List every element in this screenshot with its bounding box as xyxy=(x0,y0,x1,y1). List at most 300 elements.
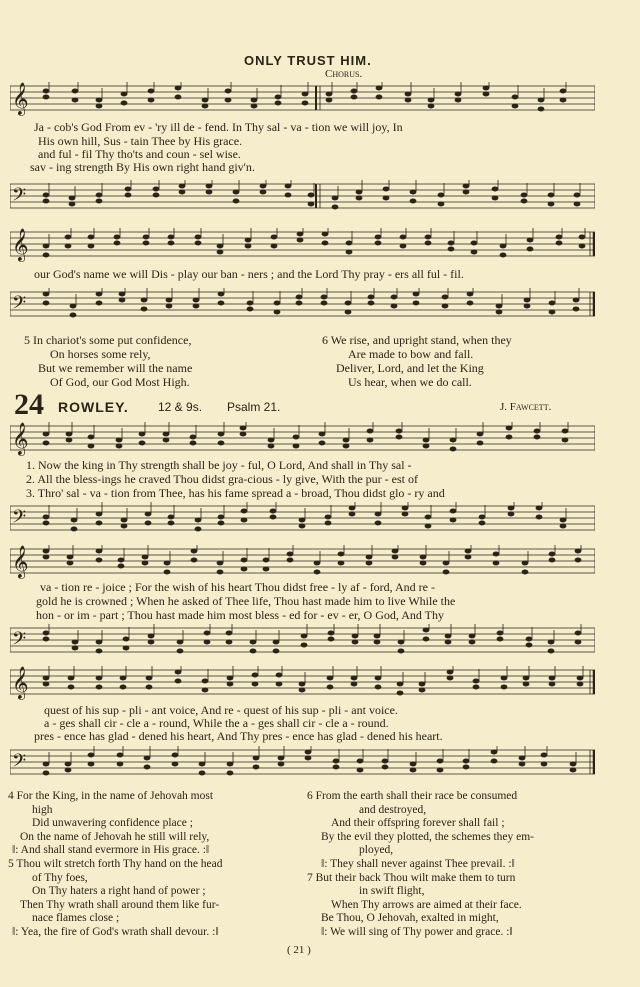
note-head xyxy=(579,244,586,249)
note-head xyxy=(179,190,186,195)
note-head xyxy=(168,235,175,240)
note-head xyxy=(448,241,455,246)
note-head xyxy=(270,509,277,514)
note-head xyxy=(144,765,151,770)
note-head xyxy=(367,429,374,434)
hymn-composer: J. Fawcett. xyxy=(500,401,552,413)
note-head xyxy=(175,679,182,684)
note-head xyxy=(250,649,257,654)
song2-system1-treble-staff xyxy=(10,422,595,458)
note-head xyxy=(438,202,445,207)
note-head xyxy=(217,570,224,575)
verse-line: and destroyed, xyxy=(359,803,427,816)
note-head xyxy=(276,673,283,678)
note-head xyxy=(148,89,155,94)
note-head xyxy=(66,438,73,443)
note-head xyxy=(410,762,417,767)
note-head xyxy=(556,241,563,246)
note-head xyxy=(88,753,95,758)
note-head xyxy=(392,549,399,554)
note-head xyxy=(325,521,332,526)
note-head xyxy=(376,95,383,100)
note-head xyxy=(512,104,519,109)
note-head xyxy=(285,184,292,189)
note-head xyxy=(144,756,151,761)
note-head xyxy=(195,235,202,240)
note-head xyxy=(251,104,258,109)
note-head xyxy=(241,509,248,514)
note-head xyxy=(405,98,412,103)
note-head xyxy=(175,86,182,91)
note-group xyxy=(43,82,567,112)
note-head xyxy=(43,762,50,767)
note-head xyxy=(501,685,508,690)
note-head xyxy=(368,295,375,300)
note-head xyxy=(575,549,582,554)
note-head xyxy=(241,558,248,563)
note-head xyxy=(68,676,75,681)
note-head xyxy=(479,515,486,520)
note-head xyxy=(153,193,160,198)
note-head xyxy=(425,235,432,240)
note-head xyxy=(218,292,225,297)
note-head xyxy=(296,301,303,306)
verse-line: of Thy foes, xyxy=(32,871,88,884)
note-head xyxy=(278,756,285,761)
note-head xyxy=(139,441,146,446)
note-head xyxy=(579,235,586,240)
note-head xyxy=(521,193,528,198)
note-head xyxy=(43,89,50,94)
svg-text:𝄞: 𝄞 xyxy=(12,424,29,455)
note-head xyxy=(88,435,95,440)
note-head xyxy=(296,295,303,300)
note-head xyxy=(253,756,260,761)
note-head xyxy=(428,98,435,103)
note-head xyxy=(351,89,358,94)
hymn-title: ROWLEY. xyxy=(58,399,129,415)
note-head xyxy=(263,567,270,572)
note-head xyxy=(191,558,198,563)
verse-line: 6 We rise, and upright stand, when they xyxy=(322,333,512,347)
note-head xyxy=(465,555,472,560)
note-head xyxy=(402,506,409,511)
note-head xyxy=(445,634,452,639)
note-head xyxy=(428,104,435,109)
song2-system1-bass-staff xyxy=(10,502,595,538)
note-head xyxy=(375,241,382,246)
note-head xyxy=(445,640,452,645)
note-head xyxy=(43,199,50,204)
note-head xyxy=(233,199,240,204)
verse-line: 5 Thou wilt stretch forth Thy hand on the head xyxy=(8,857,223,870)
note-head xyxy=(549,558,556,563)
note-head xyxy=(420,555,427,560)
note-group xyxy=(43,228,586,258)
verse-line: ployed, xyxy=(359,844,394,857)
note-head xyxy=(497,631,504,636)
note-head xyxy=(463,759,470,764)
note-head xyxy=(260,190,267,195)
note-head xyxy=(500,244,507,249)
note-head xyxy=(343,438,350,443)
note-head xyxy=(69,196,76,201)
note-head xyxy=(534,435,541,440)
note-head xyxy=(526,643,533,648)
note-head xyxy=(469,634,476,639)
note-head xyxy=(357,768,364,773)
note-head xyxy=(442,304,449,309)
note-head xyxy=(560,518,567,523)
note-head xyxy=(322,232,329,237)
note-head xyxy=(376,86,383,91)
song1-system2-bass-staff xyxy=(10,288,595,324)
note-head xyxy=(497,637,504,642)
note-head xyxy=(375,521,382,526)
note-head xyxy=(163,438,170,443)
note-head xyxy=(575,640,582,645)
song1-lyric-line-5: our God's name we will Dis - play our ban - ners ; and the Lord Thy pray - ers all ful - fil. xyxy=(34,267,464,281)
note-head xyxy=(413,292,420,297)
note-head xyxy=(492,187,499,192)
note-head xyxy=(352,640,359,645)
note-head xyxy=(398,640,405,645)
note-head xyxy=(96,512,103,517)
note-head xyxy=(71,518,78,523)
note-head xyxy=(121,92,128,97)
note-head xyxy=(570,762,577,767)
note-head xyxy=(168,515,175,520)
note-head xyxy=(538,107,545,112)
note-head xyxy=(351,682,358,687)
note-head xyxy=(202,688,209,693)
note-head xyxy=(541,753,548,758)
note-head xyxy=(450,518,457,523)
note-head xyxy=(410,190,417,195)
note-head xyxy=(491,759,498,764)
note-head xyxy=(43,549,50,554)
hymn-psalm: Psalm 21. xyxy=(227,400,281,414)
page-number: ( 21 ) xyxy=(287,944,311,956)
note-head xyxy=(346,241,353,246)
note-head xyxy=(43,253,50,258)
note-head xyxy=(548,640,555,645)
note-head xyxy=(473,685,480,690)
svg-text:𝄢: 𝄢 xyxy=(12,750,27,775)
song2-system2-bass-staff xyxy=(10,624,595,660)
note-head xyxy=(195,518,202,523)
note-head xyxy=(120,685,127,690)
note-head xyxy=(534,429,541,434)
note-group xyxy=(43,180,581,210)
note-head xyxy=(233,190,240,195)
note-head xyxy=(423,628,430,633)
note-head xyxy=(271,235,278,240)
note-head xyxy=(43,637,50,642)
note-head xyxy=(521,199,528,204)
note-head xyxy=(450,447,457,452)
note-head xyxy=(483,92,490,97)
note-head xyxy=(305,756,312,761)
note-head xyxy=(116,444,123,449)
note-head xyxy=(522,561,529,566)
song2-lyric-s3-v1: quest of his sup - pli - ant voice, And re - quest of his sup - pli - ant voice. xyxy=(44,703,398,717)
note-head xyxy=(356,190,363,195)
note-head xyxy=(450,438,457,443)
note-head xyxy=(96,521,103,526)
note-head xyxy=(143,241,150,246)
song2-lyric-s1-v2: 2. All the bless-ings he craved Thou didst gra-cious - ly give, With the pur - est of xyxy=(26,472,418,486)
note-head xyxy=(383,196,390,201)
note-head xyxy=(141,307,148,312)
note-head xyxy=(375,685,382,690)
note-head xyxy=(43,515,50,520)
note-head xyxy=(172,762,179,767)
note-head xyxy=(225,98,232,103)
note-head xyxy=(121,518,128,523)
note-head xyxy=(519,762,526,767)
note-head xyxy=(226,631,233,636)
note-head xyxy=(549,301,556,306)
note-head xyxy=(299,524,306,529)
song2-lyric-s1-v1: 1. Now the king in Thy strength shall be joy - ful, O Lord, And shall in Thy sal - xyxy=(26,458,412,472)
note-head xyxy=(492,196,499,201)
note-head xyxy=(573,298,580,303)
note-head xyxy=(349,506,356,511)
note-head xyxy=(575,631,582,636)
note-head xyxy=(397,691,404,696)
note-head xyxy=(314,561,321,566)
note-head xyxy=(68,685,75,690)
svg-text:𝄢: 𝄢 xyxy=(12,628,27,653)
note-head xyxy=(308,193,315,198)
song2-verse-right xyxy=(307,790,534,940)
note-head xyxy=(168,521,175,526)
note-head xyxy=(251,98,258,103)
note-head xyxy=(491,750,498,755)
note-head xyxy=(519,756,526,761)
note-head xyxy=(523,682,530,687)
song2-verse-left xyxy=(8,790,223,940)
note-head xyxy=(96,649,103,654)
note-head xyxy=(465,549,472,554)
verse-line: When Thy arrows are aimed at their face. xyxy=(331,898,522,911)
note-head xyxy=(119,292,126,297)
note-head xyxy=(148,98,155,103)
note-head xyxy=(118,558,125,563)
note-head xyxy=(65,768,72,773)
note-head xyxy=(328,631,335,636)
note-head xyxy=(437,759,444,764)
note-head xyxy=(423,438,430,443)
note-head xyxy=(166,298,173,303)
note-head xyxy=(500,253,507,258)
note-head xyxy=(241,567,248,572)
note-group xyxy=(43,422,569,452)
note-head xyxy=(125,187,132,192)
svg-text:𝄞: 𝄞 xyxy=(12,668,29,699)
note-head xyxy=(508,506,515,511)
note-head xyxy=(65,762,72,767)
note-head xyxy=(493,561,500,566)
verse-line: 6 From the earth shall their race be consumed xyxy=(307,790,518,802)
note-head xyxy=(314,570,321,575)
note-head xyxy=(398,649,405,654)
note-head xyxy=(225,89,232,94)
note-head xyxy=(260,184,267,189)
note-head xyxy=(477,441,484,446)
note-head xyxy=(96,676,103,681)
note-head xyxy=(43,244,50,249)
verse-line: high xyxy=(32,803,53,816)
note-head xyxy=(118,564,125,569)
note-head xyxy=(274,310,281,315)
note-head xyxy=(420,561,427,566)
note-head xyxy=(538,98,545,103)
svg-text:𝄞: 𝄞 xyxy=(12,230,29,261)
song2-lyric-s3-v2: a - ges shall cir - cle a - round, While the a - ges shall cir - cle a - round. xyxy=(44,716,389,730)
note-head xyxy=(375,676,382,681)
song1-system1-bass-staff xyxy=(10,180,595,216)
note-head xyxy=(202,98,209,103)
note-head xyxy=(247,301,254,306)
note-head xyxy=(175,670,182,675)
verse-line: ‖: They shall never against Thee prevail. :‖ xyxy=(321,857,515,870)
note-head xyxy=(96,98,103,103)
verse-line: Be Thou, O Jehovah, exalted in might, xyxy=(321,912,499,925)
note-head xyxy=(392,555,399,560)
note-head xyxy=(391,304,398,309)
note-head xyxy=(402,512,409,517)
note-head xyxy=(117,762,124,767)
verse-line: On Thy haters a right hand of power ; xyxy=(32,885,206,898)
note-head xyxy=(332,205,339,210)
note-head xyxy=(548,193,555,198)
note-head xyxy=(120,676,127,681)
note-head xyxy=(447,670,454,675)
note-head xyxy=(556,235,563,240)
note-head xyxy=(524,304,531,309)
note-head xyxy=(327,676,334,681)
note-head xyxy=(382,765,389,770)
note-head xyxy=(43,301,50,306)
verse-line: Of God, our God Most High. xyxy=(50,375,190,389)
note-head xyxy=(374,634,381,639)
note-head xyxy=(88,444,95,449)
verse-line: in swift flight, xyxy=(359,885,425,898)
note-head xyxy=(419,688,426,693)
note-head xyxy=(66,432,73,437)
note-head xyxy=(526,637,533,642)
svg-text:𝄞: 𝄞 xyxy=(12,84,29,115)
note-head xyxy=(338,552,345,557)
note-head xyxy=(177,640,184,645)
note-head xyxy=(560,524,567,529)
note-head xyxy=(218,521,225,526)
note-head xyxy=(574,193,581,198)
note-head xyxy=(405,92,412,97)
note-head xyxy=(570,768,577,773)
note-head xyxy=(43,676,50,681)
note-head xyxy=(172,753,179,758)
note-head xyxy=(443,561,450,566)
note-head xyxy=(227,762,234,767)
note-head xyxy=(142,555,149,560)
note-head xyxy=(193,298,200,303)
note-head xyxy=(146,685,153,690)
song1-verse-left xyxy=(24,333,192,389)
note-head xyxy=(375,512,382,517)
song1-lyric-line-1: Ja - cob's God From ev - 'ry ill de - fend. In Thy sal - va - tion we will joy, In xyxy=(34,120,403,134)
song1-system1-treble-staff xyxy=(10,82,595,118)
note-head xyxy=(168,241,175,246)
note-head xyxy=(43,432,50,437)
note-head xyxy=(382,759,389,764)
svg-text:𝄢: 𝄢 xyxy=(12,184,27,209)
note-head xyxy=(400,244,407,249)
note-head xyxy=(321,301,328,306)
note-head xyxy=(297,232,304,237)
note-head xyxy=(202,104,209,109)
note-head xyxy=(217,561,224,566)
note-head xyxy=(527,238,534,243)
note-head xyxy=(549,676,556,681)
note-head xyxy=(88,235,95,240)
note-head xyxy=(145,512,152,517)
verse-line: And their offspring forever shall fail ; xyxy=(331,817,505,830)
note-head xyxy=(396,429,403,434)
note-head xyxy=(123,646,130,651)
note-head xyxy=(574,202,581,207)
song1-system2-treble-staff xyxy=(10,228,595,264)
note-head xyxy=(524,298,531,303)
note-head xyxy=(164,561,171,566)
note-group xyxy=(43,624,582,654)
note-head xyxy=(125,193,132,198)
note-head xyxy=(71,527,78,532)
note-head xyxy=(190,435,197,440)
note-head xyxy=(218,301,225,306)
note-head xyxy=(217,250,224,255)
note-head xyxy=(43,682,50,687)
song1-lyric-line-3: and ful - fil Thy tho'ts and coun - sel wise. xyxy=(38,147,241,161)
note-head xyxy=(227,676,234,681)
note-head xyxy=(72,646,79,651)
note-head xyxy=(43,95,50,100)
song2-lyric-s3-v3: pres - ence has glad - dened his heart, And Thy pres - ence has glad - dened his heart. xyxy=(34,729,443,743)
note-head xyxy=(252,673,259,678)
note-head xyxy=(190,441,197,446)
note-head xyxy=(142,561,149,566)
note-head xyxy=(268,444,275,449)
note-head xyxy=(493,552,500,557)
note-head xyxy=(114,235,121,240)
verse-line: On the name of Jehovah he still will rely, xyxy=(20,830,210,843)
note-head xyxy=(549,310,556,315)
note-head xyxy=(43,555,50,560)
note-head xyxy=(577,676,584,681)
note-head xyxy=(367,438,374,443)
note-head xyxy=(400,235,407,240)
note-head xyxy=(343,444,350,449)
note-head xyxy=(562,438,569,443)
note-head xyxy=(177,649,184,654)
verse-line: ‖: And shall stand evermore in His grace. :‖ xyxy=(12,844,210,857)
note-head xyxy=(322,241,329,246)
note-head xyxy=(88,762,95,767)
svg-text:𝄢: 𝄢 xyxy=(12,506,27,531)
note-head xyxy=(70,313,77,318)
